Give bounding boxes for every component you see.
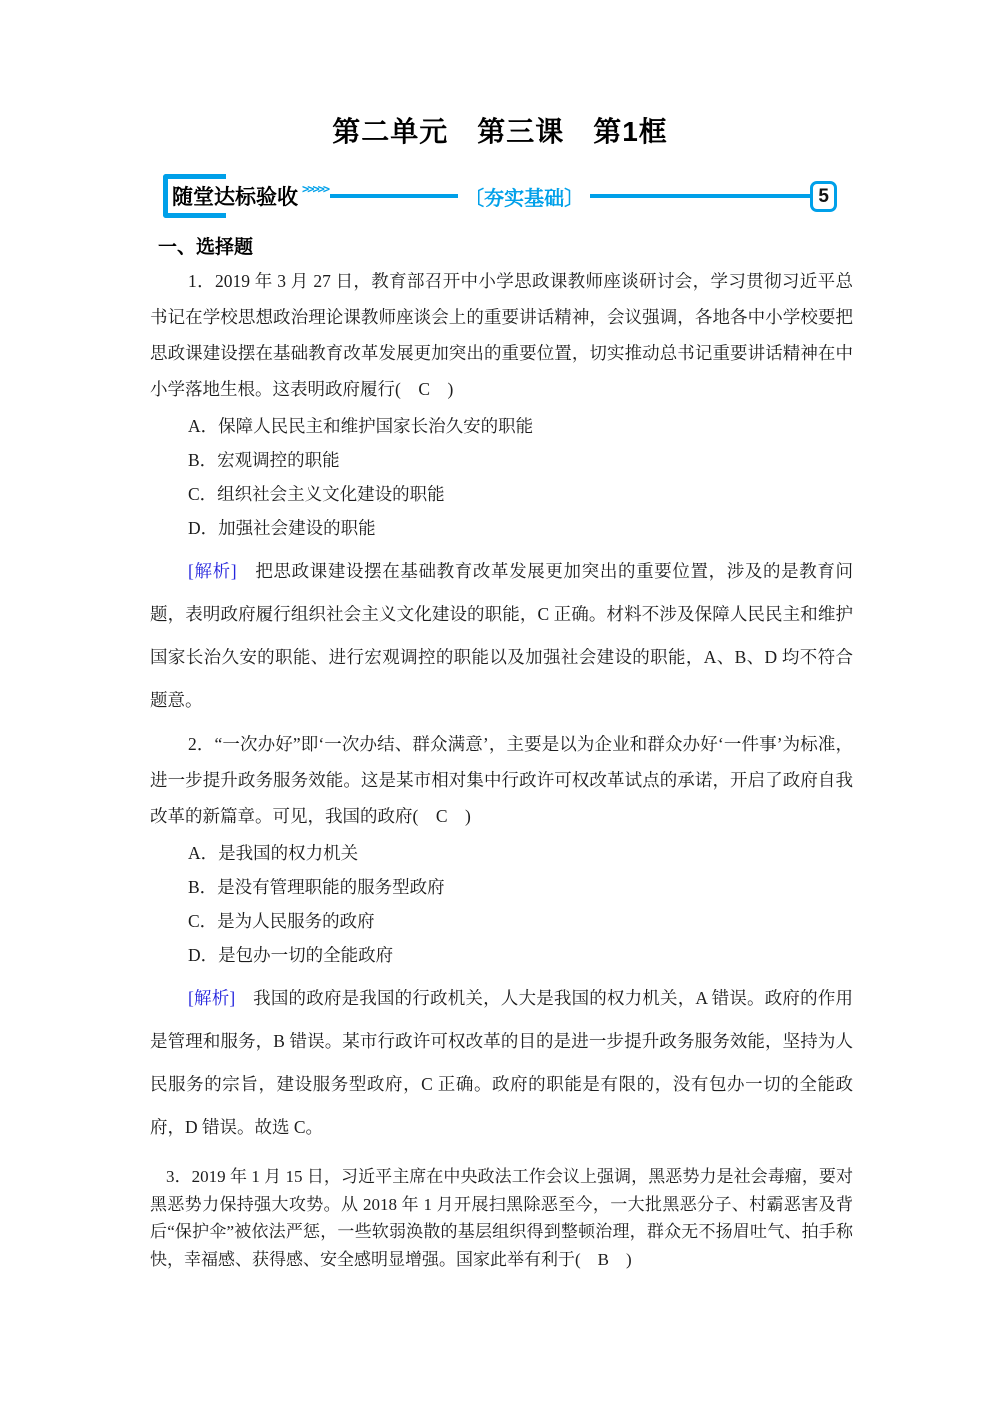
section-header-band (163, 174, 837, 218)
question-1-option-a: A．保障人民民主和维护国家长治久安的职能 (188, 416, 534, 436)
analysis-label: [解析] (188, 561, 237, 581)
question-2-options (150, 836, 853, 972)
question-2-analysis (150, 977, 853, 1149)
question-1-options (150, 409, 853, 545)
question-2-option-b: B．是没有管理职能的服务型政府 (188, 877, 445, 897)
header-left-tag (163, 174, 300, 218)
header-rule-left (330, 194, 458, 198)
analysis-text: 我国的政府是我国的行政机关，人大是我国的权力机关，A 错误。政府的作用是管理和服务，B 错误。某市行政许可权改革的目的是进一步提升政务服务效能，坚持为人民服务的宗旨，建设服务型政府，C 正确。政府的职能是有限的，没有包办一切的全能政府，D 错误。故选 C。 (150, 988, 854, 1137)
header-left-label: 随堂达标验收 (172, 186, 298, 209)
analysis-label: [解析] (188, 988, 236, 1008)
question-1-analysis (150, 550, 853, 722)
section-heading: 一、选择题 (158, 237, 254, 258)
page-number-badge: 5 (810, 181, 837, 212)
analysis-text: 把思政课建设摆在基础教育改革发展更加突出的重要位置，涉及的是教育问题，表明政府履行组织社会主义文化建设的职能，C 正确。材料不涉及保障人民民主和维护国家长治久安的职能、进行宏观调控的职能以及加强社会建设的职能，A、B、D 均不符合题意。 (150, 561, 854, 710)
question-1-option-c: C．组织社会主义文化建设的职能 (188, 484, 445, 504)
content-column (150, 232, 853, 1273)
question-2-option-c: C．是为人民服务的政府 (188, 911, 375, 931)
question-3-stem: 3．2019 年 1 月 15 日，习近平主席在中央政法工作会议上强调，黑恶势力是社会毒瘤，要对黑恶势力保持强大攻势。从 2018 年 1 月开展扫黑除恶至今，一大批黑恶分子、村霸恶害及背后“保护伞”被依法严惩，一些软弱涣散的基层组织得到整顿治理，群众无不扬眉吐气、拍手称快，幸福感、获得感、安全感明显增强。国家此举有利于( B ) (150, 1167, 853, 1269)
chevron-arrows-icon: >>>>> (302, 182, 329, 196)
question-1-option-b: B．宏观调控的职能 (188, 450, 340, 470)
question-1-stem: 1．2019 年 3 月 27 日，教育部召开中小学思政课教师座谈研讨会，学习贯彻习近平总书记在学校思想政治理论课教师座谈会上的重要讲话精神，会议强调，各地各中小学校要把思政课建设摆在基础教育改革发展更加突出的重要位置，切实推动总书记重要讲话精神在中小学落地生根。这表明政府履行( C ) (150, 271, 853, 399)
question-2-option-a: A．是我国的权力机关 (188, 843, 359, 863)
question-2-option-d: D．是包办一切的全能政府 (188, 945, 394, 965)
question-2-stem: 2．“一次办好”即‘一次办结、群众满意’，主要是以为企业和群众办好‘一件事’为标准，进一步提升政务服务效能。这是某市相对集中行政许可权改革试点的承诺，开启了政府自我改革的新篇章。可见，我国的政府( C ) (150, 734, 853, 826)
page-title: 第二单元 第三课 第1框 (332, 116, 668, 147)
question-1-option-d: D．加强社会建设的职能 (188, 518, 376, 538)
header-center-label: 〔夯实基础〕 (464, 187, 585, 210)
header-rule-right (590, 194, 810, 198)
